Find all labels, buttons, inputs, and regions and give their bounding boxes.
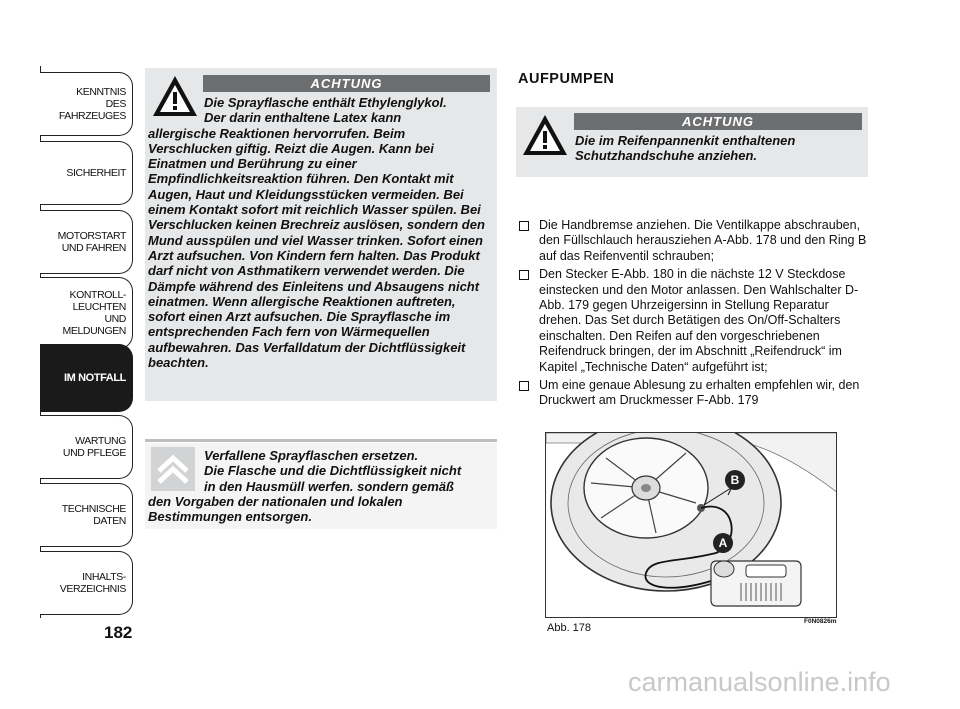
watermark: carmanualsonline.info <box>628 667 891 697</box>
tab-wartung[interactable] <box>40 415 133 479</box>
label-a-marker <box>713 533 733 553</box>
step-text: Den Stecker E-Abb. 180 in die nächste 12 V Steckdose einstecken und den Motor anlassen. Den Wahlschalter D-Abb. 179 gegen Uhrzeigersinn in Stellung Reparatur drehen. Das Set durch Betätigen des On/Off-Schalters einschalten. Den Reifen auf den vorgeschriebenen Reifendruck bringen, der im Abschnitt „Reifendruck“ im Kapitel „Technische Daten“ aufgeführt ist; <box>539 267 859 374</box>
divider <box>145 439 497 442</box>
warning-body: allergische Reaktionen hervorrufen. Beim Verschlucken giftig. Reizt die Augen. Kann bei Einatmen und Berührung zu einer Empfindlichkeitsreaktion führen. Den Kontakt mit Augen, Haut und Kleidungsstücken vermeiden. Bei einem Kontakt sofort mit reichlich Wasser spülen. Bei Verschlucken keinen Brechreiz auslösen, sondern den Mund ausspülen und viel Wasser trinken. Sofort einen Arzt aufsuchen. Von Kindern fern halten. Das Produkt darf nicht von Asthmatikern verwendet werden. Die Dämpfe während des Einleitens und Absaugens nicht einatmen. Wenn allergische Reaktionen auftreten, sofort einen Arzt aufsuchen. Die Sprayflasche im entsprechenden Fach fern von Wärmequellen aufbewahren. Das Verfalldatum der Dichtflüssigkeit beachten. <box>148 125 485 371</box>
tab-label: WARTUNG UND PFLEGE <box>62 435 126 459</box>
list-item <box>519 378 874 409</box>
note-line: Verfallene Sprayflaschen ersetzen. <box>204 448 419 463</box>
tab-kenntnis[interactable] <box>40 72 133 136</box>
tab-im-notfall[interactable] <box>40 344 133 412</box>
tab-label: KENNTNIS DES FAHRZEUGES <box>58 86 126 122</box>
tab-kontrollleuchten[interactable] <box>40 277 133 349</box>
right-warning-text <box>575 133 865 164</box>
note-line: den Vorgaben der nationalen und lokalen Bestimmungen entsorgen. <box>148 493 403 525</box>
env-note-text <box>148 448 492 524</box>
warning-line: Die im Reifenpannenkit enthaltenen <box>575 133 796 148</box>
tab-label: INHALTS- VERZEICHNIS <box>59 571 126 595</box>
tab-label: TECHNISCHE DATEN <box>61 503 126 527</box>
checkbox-bullet-icon <box>519 270 529 280</box>
tab-sicherheit[interactable] <box>40 141 133 205</box>
tab-technische-daten[interactable] <box>40 483 133 547</box>
label-b-marker <box>725 470 745 490</box>
page-number: 182 <box>104 623 133 642</box>
warning-line: Schutzhandschuhe anziehen. <box>575 148 758 164</box>
figure-178 <box>545 432 837 618</box>
step-text: Um eine genaue Ablesung zu erhalten empfehlen wir, den Druckwert am Druckmesser F-Abb. 179 <box>539 378 860 408</box>
left-warning-header: ACHTUNG <box>203 75 490 92</box>
section-title: AUFPUMPEN <box>518 71 615 87</box>
tab-label: SICHERHEIT <box>66 167 126 179</box>
warning-triangle-icon <box>521 113 569 157</box>
tab-label: IM NOTFALL <box>64 372 126 384</box>
figure-code: F0N0826m <box>804 618 837 625</box>
left-warning-text <box>148 95 492 370</box>
figure-caption: Abb. 178 <box>547 622 592 634</box>
checkbox-bullet-icon <box>519 381 529 391</box>
tab-label: MOTORSTART UND FAHREN <box>57 230 126 254</box>
tab-label: KONTROLL- LEUCHTEN UND MELDUNGEN <box>62 289 126 337</box>
note-line: in den Hausmüll werfen. sondern gemäß <box>204 478 454 494</box>
steps-list <box>519 218 874 412</box>
list-item <box>519 218 874 264</box>
note-line: Die Flasche und die Dichtflüssigkeit nicht <box>204 463 462 479</box>
checkbox-bullet-icon <box>519 221 529 231</box>
tab-motorstart[interactable] <box>40 210 133 274</box>
label-b-text: B <box>730 473 740 487</box>
label-a-text: A <box>718 536 728 550</box>
step-text: Die Handbremse anziehen. Die Ventilkappe abschrauben, den Füllschlauch herausziehen A-Abb. 178 und den Ring B auf das Reifenventil schrauben; <box>539 218 867 263</box>
warning-line: Die Sprayflasche enthält Ethylenglykol. <box>204 95 447 110</box>
right-warning-header: ACHTUNG <box>574 113 862 130</box>
warning-line: Der darin enthaltene Latex kann <box>204 110 402 126</box>
list-item <box>519 267 874 375</box>
tab-inhaltsverzeichnis[interactable] <box>40 551 133 615</box>
tyre-inflation-illustration <box>546 433 837 618</box>
